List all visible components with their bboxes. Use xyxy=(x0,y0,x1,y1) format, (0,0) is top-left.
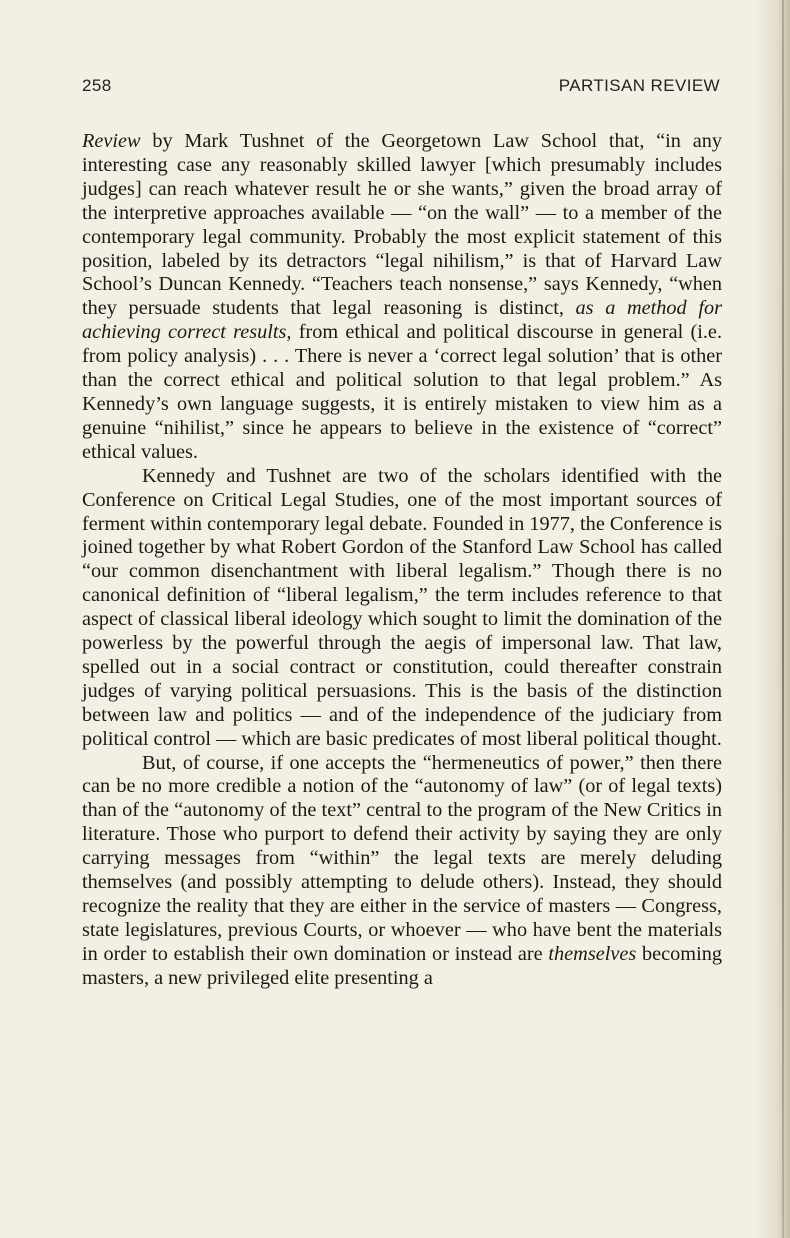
segment: But, of course, if one accepts the “hermeneutics of power,” then there can be no more credible a notion of the “autonomy of law” (or of legal texts) than of the “autonomy of the text” central to the program of the New Critics in literature. Those who purport to defend their activity by saying they are only carrying messages from “within” the legal texts are merely deluding themselves (and possibly attempting to delude others). Instead, they should recognize the reality that they are either in the service of masters — Congress, state legislatures, previous Courts, or whoever — who have bent the materials in order to establish their own domination or instead are xyxy=(82,751,722,965)
segment: from ethical and political discourse in general (i.e. from policy analysis) . . . There is never a ‘correct legal solution’ that is other than the correct ethical and political solution to that legal problem.” As Kennedy’s own language suggests, it is entirely mistaken to view him as a genuine “nihilist,” since he appears to believe in the existence of “correct” ethical values. xyxy=(82,321,723,463)
paragraph-1 xyxy=(82,130,722,465)
page-number: 258 xyxy=(82,76,112,95)
page-edge-shadow xyxy=(756,0,790,1238)
segment: themselves xyxy=(548,942,637,965)
page-edge-line xyxy=(782,0,784,1238)
segment: by Mark Tushnet of the Georgetown Law School that, “in any interesting case any reasonably skilled lawyer [which presumably includes judges] can reach whatever result he or she wants,” given the broad array of the interpretive approaches available — “on the wall” — to a member of the contemporary legal community. Probably the most explicit statement of this position, labeled by its detractors “legal nihilism,” is that of Harvard Law School’s Duncan Kennedy. “Teachers teach nonsense,” says Kennedy, “when they persuade students that legal reasoning is distinct, xyxy=(82,130,722,320)
body-text xyxy=(82,130,722,991)
segment: Review xyxy=(82,130,141,152)
segment: as a method for achieving correct results, xyxy=(82,297,722,344)
segment: becoming masters, a new privileged elite presenting a xyxy=(82,942,722,989)
segment: Kennedy and Tushnet are two of the scholars identified with the Conference on Critical Legal Studies, one of the most important sources of ferment within contemporary legal debate. Founded in 1977, the Conference is joined together by what Robert Gordon of the Stanford Law School has called “our common disenchantment with liberal legalism.” Though there is no canonical definition of “liberal legalism,” the term includes reference to that aspect of classical liberal ideology which sought to limit the domination of the powerless by the powerful through the aegis of impersonal law. That law, spelled out in a social contract or constitution, could thereafter constrain judges of varying political persuasions. This is the basis of the distinction between law and politics — and of the independence of the judiciary from political control — which are basic predicates of most liberal political thought. xyxy=(82,464,722,750)
paragraph-2 xyxy=(82,465,722,752)
paragraph-3 xyxy=(82,752,722,991)
running-head: PARTISAN REVIEW xyxy=(558,76,720,95)
page-header xyxy=(82,72,720,102)
